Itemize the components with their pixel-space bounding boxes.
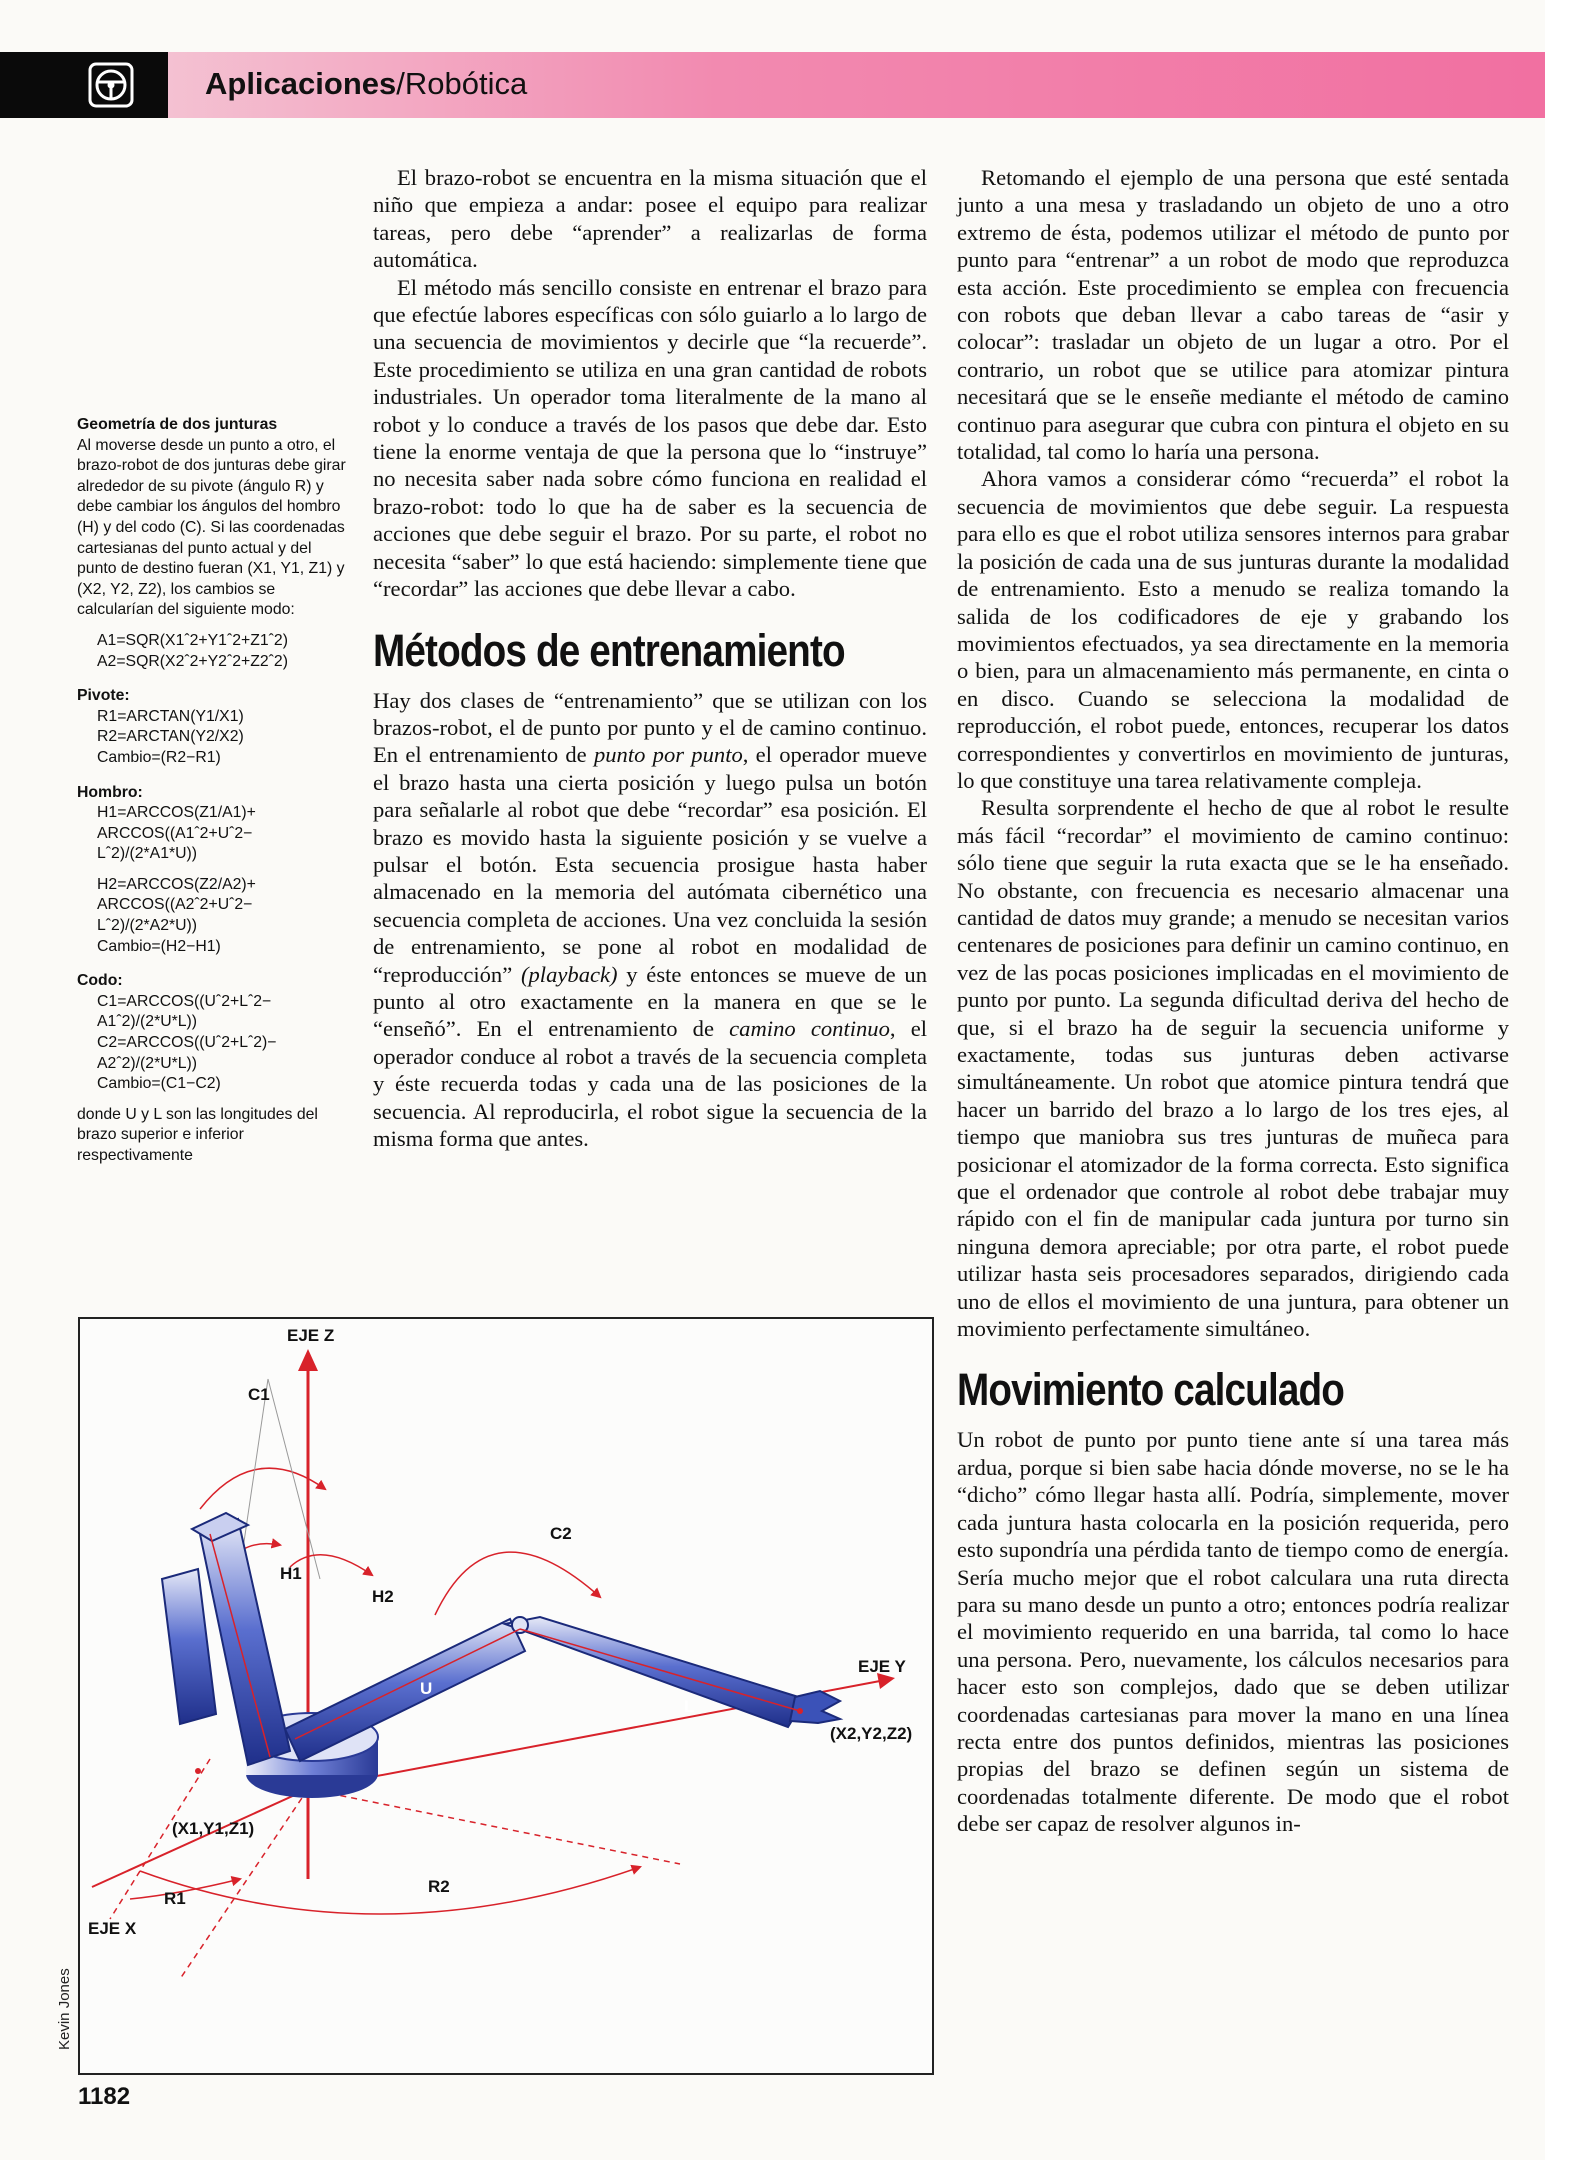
- paragraph: El brazo-robot se encuentra en la misma situación que el niño que empieza a andar: posee el equipo para realizar tareas, pero debe “aprender” a realizarlas de forma automática.: [373, 165, 927, 273]
- point-2-label: (X2,Y2,Z2): [830, 1724, 913, 1743]
- point-1-label: (X1,Y1,Z1): [172, 1819, 255, 1838]
- formula-c1-b: A1ˆ2)/(2*U*L)): [97, 1013, 198, 1031]
- formula-c2-b: A2ˆ2)/(2*U*L)): [97, 1054, 198, 1072]
- formula-r1: R1=ARCTAN(Y1/X1): [97, 707, 244, 725]
- u-measure-line: [295, 1629, 520, 1739]
- formula-h1-a: H1=ARCCOS(Z1/A1)+: [97, 804, 256, 822]
- r1-label: R1: [164, 1889, 186, 1908]
- paragraph: Resulta sorprendente el hecho de que al robot le resulte más fácil “recordar” el movimiento de camino continuo: sólo tiene que seguir la ruta exacta que se le ha enseñado. No obstante, con frecuencia es necesario almacenar una cantidad de datos muy grande; a menudo se necesitan varios centenares de posiciones para definir un camino continuo, en vez de las pocas posiciones implicadas en el movimiento de punto por punto. La segunda dificultad deriva del hecho de que, si el brazo ha de seguir la secuencia uniforme y exactamente, todas sus junturas deben activarse simultáneamente. Un robot que atomice pintura tendrá que hacer un barrido del brazo a lo largo de los tres ejes, al tiempo que maniobra sus tres junturas de muñeca para posicionar el atomizador de la forma correcta. Esto significa que el ordenador que controle al robot debe trabajar muy rápido con el fin de manipular cada juntura por turno sin ninguna demora apreciable; por otra parte, el robot puede utilizar hasta seis procesadores separados, dirigiendo cada uno de ellos el movimiento de una juntura, para obtener un movimiento perfectamente simultáneo.: [957, 795, 1509, 1342]
- formula-a1: A1=SQR(X1ˆ2+Y1ˆ2+Z1ˆ2): [97, 631, 288, 649]
- lower-arm-segment-2: [505, 1617, 805, 1727]
- formula-r-change: Cambio=(R2−R1): [97, 748, 221, 766]
- z-axis-arrow: [298, 1349, 318, 1371]
- sidebar-title: Geometría de dos junturas: [77, 416, 278, 433]
- sidebar-footnote: donde U y L son las longitudes del brazo superior e inferior respectivamente: [77, 1105, 318, 1164]
- subheading-training-methods: Métodos de entrenamiento: [373, 624, 845, 676]
- formula-h1-c: Lˆ2)/(2*A1*U)): [97, 845, 198, 863]
- c1-label: C1: [248, 1385, 270, 1404]
- section-title: Aplicaciones/Robótica: [205, 66, 528, 101]
- h2-label: H2: [372, 1587, 394, 1606]
- paragraph: Ahora vamos a considerar cómo “recuerda” el robot la secuencia de movimientos que debe seguir. La respuesta para ello es que el robot utiliza sensores internos para grabar la posición de cada una de sus junturas durante la modalidad de entrenamiento. Esto a menudo se realiza tomando la salida de los codificadores de eje y grabando los movimientos efectuados, ya sea directamente en la memoria o bien, para un almacenamiento más permanente, en cinta o en disco. Cuando se selecciona la modalidad de reproducción, el robot puede, entonces, recuperar los datos correspondientes y convertirlos en movimiento de junturas, lo que constituye una tarea relativamente compleja.: [957, 466, 1509, 793]
- c1-guide-2: [268, 1379, 320, 1579]
- h1-label: H1: [280, 1564, 302, 1583]
- article-column-middle: [373, 164, 927, 1152]
- paragraph: Hay dos clases de “entrenamiento” que se utilizan con los brazos-robot, el de punto por punto y el de camino continuo. En el entrenamiento de punto por punto, el operador mueve el brazo hasta una cierta posición y luego pulsa un botón para señalarle al robot que debe “recordar” esa posición. El brazo es movido hasta la siguiente posición y se vuelve a pulsar el botón. Esta secuencia prosigue hasta haber almacenado en la memoria del autómata cibernético una secuencia completa de acciones. Una vez concluida la sesión de entrenamiento, se pone al robot en modalidad de “reproducción” (playback) y éste entonces se mueve de un punto al otro exactamente en la manera en que se le “enseñó”. En el entrenamiento de camino continuo, el operador conduce al robot a través de la secuencia completa y éste recuerda todas y cada una de las posiciones de la secuencia. Al reproducirla, el robot sigue la secuencia de la misma forma que antes.: [373, 687, 927, 1151]
- axis-y-label: EJE Y: [858, 1657, 906, 1676]
- formula-h-change: Cambio=(H2−H1): [97, 937, 221, 955]
- elbow-heading: Codo:: [77, 972, 123, 990]
- l-measure-line: [520, 1629, 800, 1711]
- c2-arc: [435, 1552, 600, 1615]
- formula-c2-a: C2=ARCCOS((Uˆ2+Lˆ2)−: [97, 1034, 277, 1052]
- paragraph: Un robot de punto por punto tiene ante sí una tarea más ardua, porque si bien sabe hacia dónde moverse, no se le ha “dicho” cómo llegar hasta allí. Podría, simplemente, mover cada juntura hasta colocarla en la posición requerida, pero esto supondría una pérdida tanto de tiempo como de energía. Sería mucho mejor que el robot calculara una ruta directa para su mano desde un punto a otro; entonces podría realizar el movimiento requerido en una barrida, tal como lo hace una persona. Pero, nuevamente, los cálculos necesarios para hacer esto son complejos, dado que se deben utilizar coordenadas cartesianas para mover la mano en una línea recta entre dos puntos definidos, mientras las posiciones propias del brazo se definen según un sistema de coordenadas totalmente diferente. De modo que el robot debe ser capaz de resolver algunos in-: [957, 1427, 1509, 1837]
- paragraph: Retomando el ejemplo de una persona que esté sentada junto a una mesa y trasladando un objeto de uno a otro extremo de ésta, podemos utilizar el método de punto por punto para “entrenar” a un robot de modo que reproduzca esta acción. Este procedimiento se emplea con frecuencia con robots que deban llevar a cabo tareas de “asir y colocar”: trasladar un objeto de un lugar a otro. Por el contrario, un robot que se utilice para atomizar pintura necesitará que se le enseñe mediante el método de camino continuo para asegurar que cubra con pintura el objeto en su totalidad, tal como lo haría una persona.: [957, 165, 1509, 465]
- r2-label: R2: [428, 1877, 450, 1896]
- c1-arc: [200, 1468, 325, 1509]
- sidebar-intro: Al moverse desde un punto a otro, el brazo-robot de dos junturas debe girar alrededor de su pivote (ángulo R) y debe cambiar los ángulos del hombro (H) y del codo (C). Si las coordenadas cartesianas del punto actual y del punto de destino fueran (X1, Y1, Z1) y (X2, Y2, Z2), los cambios se calcularían del siguiente modo:: [77, 436, 346, 619]
- formula-c-change: Cambio=(C1−C2): [97, 1075, 221, 1093]
- robot-arm-illustration: [80, 1319, 932, 2073]
- robot-arm-diagram: [78, 1317, 934, 2075]
- section-logo-box: [0, 52, 168, 118]
- formula-h2-b: ARCCOS((A2ˆ2+Uˆ2−: [97, 896, 253, 914]
- l-label: L: [684, 1697, 695, 1716]
- axis-x-label: EJE X: [88, 1919, 137, 1938]
- r2-arc: [140, 1867, 640, 1914]
- c2-label: C2: [550, 1524, 572, 1543]
- formula-h2-a: H2=ARCCOS(Z2/A2)+: [97, 875, 256, 893]
- point-2-marker: [797, 1708, 803, 1714]
- upper-arm-segment: [200, 1519, 290, 1765]
- sidebar-formulas: [77, 415, 347, 1167]
- axis-z-label: EJE Z: [287, 1326, 335, 1345]
- subheading-calculated-movement: Movimiento calculado: [957, 1364, 1345, 1416]
- gripper: [790, 1691, 840, 1723]
- projection-line-3: [308, 1789, 680, 1864]
- steering-wheel-icon: [88, 62, 134, 108]
- page-edge: [1545, 0, 1595, 2160]
- upper-arm-cylinder: [162, 1569, 216, 1724]
- pivot-heading: Pivote:: [77, 687, 130, 705]
- formula-r2: R2=ARCTAN(Y2/X2): [97, 728, 244, 746]
- page-number: 1182: [78, 2083, 131, 2110]
- formula-a2: A2=SQR(X2ˆ2+Y2ˆ2+Z2ˆ2): [97, 652, 288, 670]
- h2-arc: [290, 1555, 372, 1575]
- formula-c1-a: C1=ARCCOS((Uˆ2+Lˆ2−: [97, 992, 272, 1010]
- image-credit: Kevin Jones: [56, 1968, 73, 2050]
- shoulder-heading: Hombro:: [77, 783, 143, 801]
- formula-h1-b: ARCCOS((A1ˆ2+Uˆ2−: [97, 824, 253, 842]
- point-1-marker: [195, 1768, 201, 1774]
- article-column-right: [957, 164, 1509, 1838]
- paragraph: El método más sencillo consiste en entrenar el brazo para que efectúe labores específicas con sólo guiarlo a lo largo de una secuencia de movimientos y decirle que “la recuerde”. Este procedimiento se utiliza en una gran cantidad de robots industriales. Un operador toma literalmente de la mano al robot y lo conduce a través de los pasos que debe dar. Esto tiene la enorme ventaja de que la persona que lo “instruye” no necesita saber nada sobre cómo funciona en realidad el brazo-robot: todo lo que ha de saber es la secuencia de acciones que debe seguir el brazo. Por su parte, el robot no necesita “saber” lo que está haciendo: simplemente tiene que “recordar” las acciones que debe llevar a cabo.: [373, 274, 927, 602]
- c1-guide-1: [240, 1379, 268, 1569]
- formula-h2-c: Lˆ2)/(2*A2*U)): [97, 917, 198, 935]
- u-label: U: [420, 1679, 433, 1698]
- lower-arm-segment-1: [285, 1619, 525, 1761]
